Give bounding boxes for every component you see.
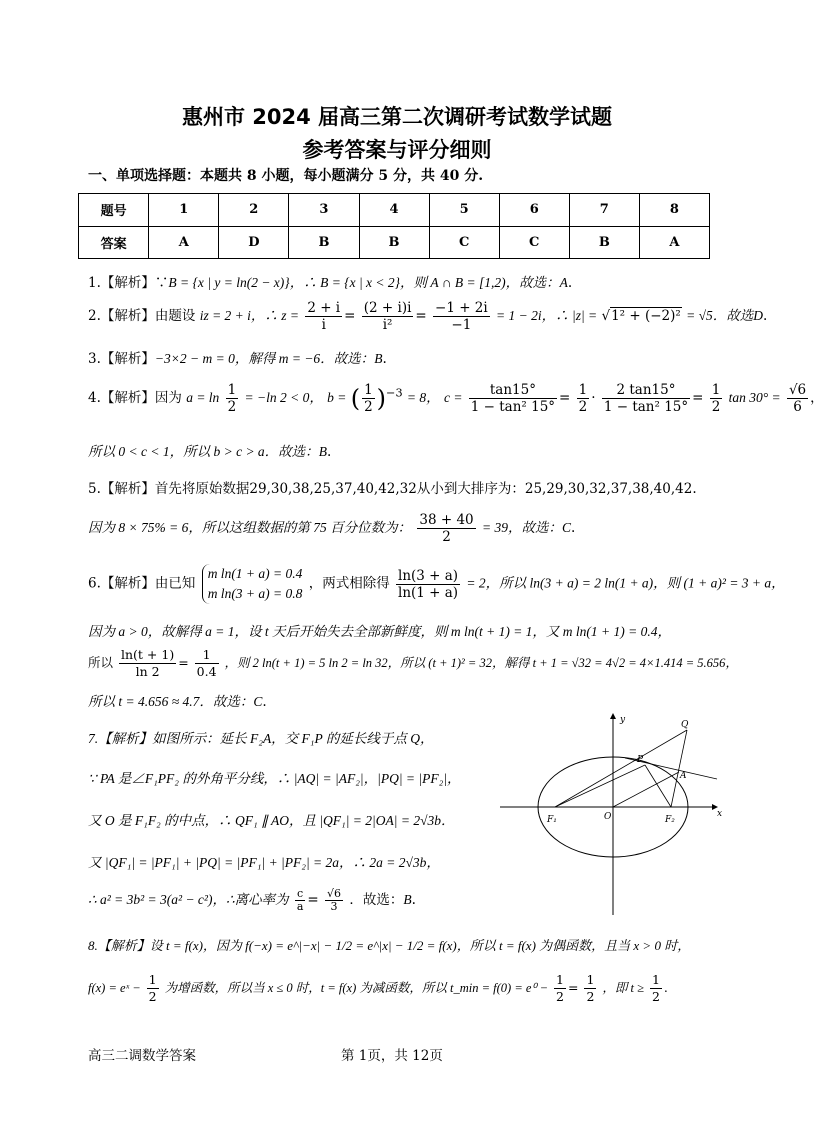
answer-letter: B (374, 351, 383, 366)
fraction: $\frac{\ln(3 + a)}{\ln(1 + a)}$ (398, 567, 459, 601)
page-subtitle: 参考答案与评分细则 (302, 138, 492, 162)
solution-1: 1.【解析】∵B = {x | y = ln(2 − x)}，∴ B = {x | x < 2}，则 A ∩ B = [1,2)，故选：A. (88, 275, 573, 291)
fraction: $\frac{1}{2}$ (651, 972, 660, 1004)
line-f1-q (555, 730, 687, 807)
table-cell: C (429, 226, 499, 259)
ellipse-diagram (495, 710, 725, 920)
fraction: $\frac{38 + 40}{2}$ (419, 512, 474, 545)
table-cell: D (219, 226, 289, 259)
line-p-f2 (645, 765, 671, 807)
table-cell: A (149, 226, 219, 259)
table-cell: A (639, 226, 709, 259)
answer-letter: B (318, 444, 327, 459)
solution-6-line2: 因为 a > 0，故解得 a = 1，设 t 天后开始失去全部新鲜度，则 m ln(t + 1) = 1，又 m ln(1 + 1) = 0.4， (88, 624, 672, 639)
page-title: 惠州市 2024 届高三第二次调研考试数学试题 (181, 105, 613, 129)
table-cell: B (569, 226, 639, 259)
label-x: x (717, 809, 723, 819)
fraction: $\frac{1}{2}$ (586, 972, 595, 1004)
label-y: y (620, 715, 626, 725)
solution-4-conclusion: 所以 0 < c < 1，所以 b > c > a．故选：B. (88, 444, 332, 460)
table-cell: 5 (429, 194, 499, 227)
fraction: $\frac{1}{2}$ (556, 972, 564, 1004)
solution-6: 6.【解析】由已知 m ln(1 + a) = 0.4 m ln(3 + a) = 0.8 ，两式相除得 $\frac{\ln(3 + a)}{\ln(1 + a)}$ = 2，所以 ln(3 + a) = 2 ln(1 + a)，则 (1 + a)² = 3 + a， (88, 564, 785, 604)
fraction: $\frac{√6}{3}$ (327, 887, 342, 913)
solution-8-line2: f(x) = eˣ − $\frac{1}{2}$ 为增函数，所以当 x ≤ 0 时，t = f(x) 为减函数，所以 t_min = f(0) = e⁰ − $\frac{1}{2}$ = $\frac{1}{2}$ ，即 t ≥ $\frac{1}{2}$ . (88, 972, 668, 1004)
fraction: $\frac{2 + i}{i}$ (307, 300, 341, 333)
table-cell: 1 (149, 194, 219, 227)
table-cell: 6 (499, 194, 569, 227)
solution-8-line1: 8.【解析】设 t = f(x)，因为 f(−x) = e^|−x| − 1/2 = e^|x| − 1/2 = f(x)，所以 t = f(x) 为偶函数，且当 x > 0 时， (88, 938, 691, 953)
answer-letter: A (559, 275, 568, 290)
fraction: $\frac{2 \tan 15^\circ}{\text{1 − tan² 15°}}$ (603, 382, 689, 415)
table-cell: C (499, 226, 569, 259)
table-cell: 2 (219, 194, 289, 227)
table-header-cell: 答案 (79, 226, 149, 259)
solution-6-conclusion: 所以 t = 4.656 ≈ 4.7．故选：C. (88, 694, 267, 710)
fraction: $\frac{c}{a}$ (296, 887, 304, 913)
fraction: $\frac{1}{2}$ (578, 382, 588, 415)
table-header-cell: 题号 (79, 194, 149, 227)
label-p: P (637, 755, 644, 765)
label-f1: F₁ (547, 815, 557, 825)
fraction: $\frac{(2 + i)i}{\text{i²}}$ (363, 300, 412, 333)
solution-3: 3.【解析】−3×2 − m = 0，解得 m = −6．故选：B. (88, 351, 387, 367)
section-heading: 一、单项选择题：本题共 8 小题，每小题满分 5 分，共 40 分. (88, 168, 484, 184)
answer-letter: D (753, 308, 764, 323)
fraction: $\frac{-1 + 2i}{-1}$ (435, 300, 488, 333)
line-f1-p (555, 765, 645, 807)
solution-7-line1: 7.【解析】如图所示：延长 F₂A，交 F₁P 的延长线于点 Q， (88, 731, 434, 746)
table-cell: B (289, 226, 359, 259)
fraction: $\frac{\tan 15^\circ}{\text{1 − tan² 15°}}$ (470, 382, 556, 415)
line-f2-q (671, 730, 687, 807)
label-a: A (680, 771, 687, 781)
line-o-a (613, 772, 679, 807)
label-o: O (604, 812, 612, 822)
radical: 1² + (−2)² (611, 308, 681, 324)
table-row (79, 226, 710, 259)
fraction: $\frac{1}{0.4}$ (196, 647, 217, 679)
raw-data: 29,30,38,25,37,40,42,32 (249, 481, 417, 497)
answer-letter: C (253, 694, 263, 709)
table-row (79, 194, 710, 227)
solution-6-line3: 所以 $\frac{\ln(t + 1)}{\ln 2}$ = $\frac{1}{0.4}$ ，则 2 ln(t + 1) = 5 ln 2 = ln 32，所以 (t + 1)² = 32，解得 t + 1 = √32 = 4√2 = 4×1.414 = 5.656， (88, 647, 738, 679)
page-number: 第 1页，共 12页 (341, 1048, 443, 1064)
answer-letter: C (561, 520, 571, 535)
table-cell: 7 (569, 194, 639, 227)
sorted-data: 25,29,30,32,37,38,40,42 (524, 481, 693, 497)
solution-7-line5: ∴ a² = 3b² = 3(a² − c²)，∴离心率为 $\frac{c}{a}$ = $\frac{√6}{3}$ ．故选：B. (88, 887, 416, 913)
solution-5-percentile: 因为 8 × 75% = 6，所以这组数据的第 75 百分位数为： $\frac{38 + 40}{2}$ = 39，故选：C. (88, 512, 576, 545)
table-cell: 4 (359, 194, 429, 227)
fraction: $\frac{1}{2}$ (148, 972, 157, 1004)
fraction: $\frac{1}{2}$ (227, 382, 237, 415)
fraction: $\frac{1}{2}$ (364, 382, 373, 415)
fraction: $\frac{\ln(t + 1)}{\ln 2}$ (121, 647, 175, 679)
fraction: $\frac{√6}{6}$ (788, 382, 807, 415)
solution-5: 5.【解析】首先将原始数据29,30,38,25,37,40,42,32从小到大排序为：25,29,30,32,37,38,40,42. (88, 481, 697, 497)
answer-letter: B (403, 892, 412, 907)
answer-table (78, 193, 710, 259)
table-cell: B (359, 226, 429, 259)
solution-7-line2: ∵ PA 是∠F₁PF₂ 的外角平分线，∴ |AQ| = |AF₂|，|PQ| = |PF₂|， (88, 771, 461, 786)
label-q: Q (681, 720, 689, 730)
table-cell: 3 (289, 194, 359, 227)
solution-7-line3: 又 O 是 F₁F₂ 的中点，∴ QF₁ ∥ AO，且 |QF₁| = 2|OA| = 2√3b． (88, 813, 455, 828)
solution-4: 4.【解析】因为 a = ln $\frac{1}{2}$ = −ln 2 < 0， b = ( $\frac{1}{2}$ )$^{-3}$ = 8， c = $\frac{\tan 15^\circ}{\text{1 − tan² 15°}}$ = $\frac{1}{2}$ · $\frac{2 \tan 15^\circ}{\text{1 − tan² 15°}}$ = $\frac{1}{2}$ tan 30° = $\frac{√6}{6}$ ， (88, 382, 824, 415)
table-cell: 8 (639, 194, 709, 227)
fraction: $\frac{1}{2}$ (711, 382, 721, 415)
equation-system: m ln(1 + a) = 0.4 m ln(3 + a) = 0.8 (202, 564, 303, 604)
label-f2: F₂ (665, 815, 675, 825)
footer-left: 高三二调数学答案 (88, 1048, 196, 1064)
solution-7-line4: 又 |QF₁| = |PF₁| + |PQ| = |PF₁| + |PF₂| = 2a，∴ 2a = 2√3b， (88, 855, 440, 870)
solution-2: 2.【解析】由题设 iz = 2 + i，∴ z = $\frac{2 + i}{i}$ = $\frac{(2 + i)i}{\text{i²}}$ = $\frac{-1 + 2i}{-1}$ = 1 − 2i，∴ |z| = √1² + (−2)² = √5．故选D. (88, 300, 768, 333)
